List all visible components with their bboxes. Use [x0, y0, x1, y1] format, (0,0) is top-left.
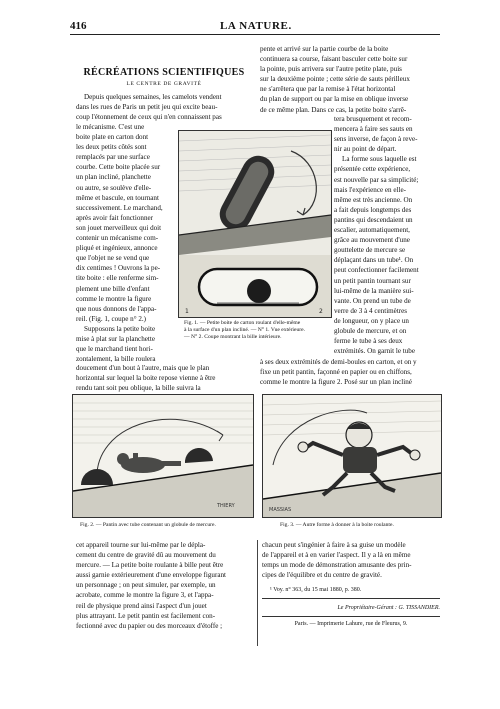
svg-text:2: 2 — [319, 308, 323, 315]
text-line: du plan de support ou par la mise en oblique inverse — [260, 95, 409, 104]
text-line: zontalement, la bille roulera — [76, 355, 156, 364]
figure-2-caption: Fig. 2. — Pantin avec tube contenant un globule de mercure. — [80, 522, 216, 528]
text-line: même et bascule, en tournant — [76, 193, 159, 202]
text-line: reil. (Fig. 1, coupe n° 2.) — [76, 314, 147, 323]
text-line: cet appareil tourne sur lui-même par le dépla- — [76, 541, 206, 549]
text-line: pente et arrivé sur la partie courbe de la boite — [260, 45, 389, 53]
text-line: ne s'arrêtera que par la remise à l'état horizontal — [260, 85, 396, 94]
text-line: dix centimes ! Ouvrons la pe- — [76, 264, 161, 273]
text-line: coup l'étonnement de ceux qui n'en connaissent pas — [76, 113, 222, 122]
text-line: que nous donnons de l'appa- — [76, 304, 157, 313]
text-line: sur la deuxième pointe ; cette série de sauts périlleux — [260, 75, 410, 84]
right-column-narrow — [334, 114, 438, 356]
journal-title: LA NATURE. — [220, 20, 292, 32]
text-line: doucement d'un bout à l'autre, mais que le plan — [76, 364, 210, 372]
imprint-rule — [262, 616, 440, 617]
header-rule — [70, 34, 440, 35]
text-line: mencera à faire ses sauts en — [334, 125, 413, 134]
bottom-left-column — [76, 540, 254, 631]
text-line: est nouvelle par sa simplicité; — [334, 175, 419, 184]
text-line: ou autre, se soulève d'elle- — [76, 183, 152, 192]
text-line: a fait depuis longtemps des — [334, 205, 412, 214]
text-line: présentée cette expérience, — [334, 165, 411, 174]
text-line: sens inverse, de façon à reve- — [334, 135, 418, 144]
text-line: les deux petits côtés sont — [76, 143, 147, 152]
text-line: gouttelette de mercure se — [334, 246, 406, 255]
text-line: verre de 3 à 4 centimètres — [334, 306, 408, 315]
text-line: La forme sous laquelle est — [342, 155, 417, 164]
text-line: comme le montre la figure — [76, 294, 152, 303]
text-line: même est très ancienne. On — [334, 195, 413, 204]
text-line: successivement. Le marchand, — [76, 203, 163, 212]
text-line: escalier, automatiquement, — [334, 226, 410, 235]
text-line: de ce même plan. Dans ce cas, la petite boite s'arrê- — [260, 105, 407, 114]
article-title: RÉCRÉATIONS SCIENTIFIQUES — [83, 67, 245, 78]
page-number: 416 — [70, 20, 87, 32]
text-line: boite plate en carton dont — [76, 133, 149, 142]
text-line: courbe. Cette boite placée sur — [76, 163, 161, 172]
text-line: un plan incliné, planchette — [76, 173, 151, 182]
text-line: après avoir fait fonctionner — [76, 213, 154, 222]
text-line: lui-même de la manière sui- — [334, 286, 414, 295]
box-cross-section — [199, 269, 317, 305]
left-column-narrow — [76, 122, 172, 364]
publisher-signature: Le Propriétaire-Gérant : G. TISSANDIER. — [337, 605, 440, 611]
text-line: horizontal sur lequel la boite repose vienne à être — [76, 374, 216, 383]
text-line: à ses deux extrémités de demi-boules en carton, et on y — [260, 358, 417, 366]
text-line: la pointe, puis arrivera sur l'autre petite plate, puis — [260, 65, 402, 74]
caption-line: Fig. 1. — Petite boite de carton roulant d'elle-même — [184, 320, 301, 326]
text-line: peut confectionner facilement — [334, 266, 419, 275]
text-line: un petit pantin tournant sur — [334, 276, 411, 285]
text-line: continuera sa course, faisant basculer cette boite sur — [260, 55, 408, 64]
text-line: tera brusquement et recom- — [334, 115, 412, 123]
text-line: nir au point de départ. — [334, 145, 397, 154]
text-line: mais l'expérience en elle- — [334, 185, 406, 194]
text-line: temps un mode de démonstration amusante des prin- — [262, 561, 412, 570]
column-divider — [257, 540, 258, 646]
text-line: contenir un mécanisme com- — [76, 234, 159, 243]
figure-1-caption — [184, 320, 328, 341]
text-line: comme le montre la figure 2. Posé sur un plan incliné — [260, 378, 412, 387]
bottom-right-column — [262, 540, 440, 580]
text-line: aussi garnie extérieurement d'une enveloppe figurant — [76, 571, 226, 580]
text-line: tite boite : elle renferme sim- — [76, 274, 159, 283]
text-line: fectionné avec du papier ou des morceaux d'étoffe ; — [76, 621, 223, 630]
text-line: Depuis quelques semaines, les camelots vendent — [84, 93, 222, 101]
text-line: ferme le tube à ses deux — [334, 337, 403, 346]
text-line: que le marchand tient hori- — [76, 345, 153, 354]
caption-line: à la surface d'un plan incliné. — N° 1. Vue extérieure. — [184, 327, 306, 333]
text-line: reil de physique prend ainsi l'aspect d'un jouet — [76, 601, 207, 610]
imprint: Paris. — Imprimerie Lahure, rue de Fleurus, 9. — [294, 621, 408, 627]
text-line: mise à plat sur la planchette — [76, 334, 155, 343]
engraver-signature: THIERY — [217, 503, 235, 509]
text-line: cipes de l'équilibre et du centre de gravité. — [262, 571, 382, 580]
article-subtitle: LE CENTRE DE GRAVITÉ — [126, 81, 202, 87]
left-column-bottom — [76, 363, 254, 393]
text-line: acrobate, comme le montre la figure 3, et l'appa- — [76, 591, 214, 600]
text-line: le mécanisme. C'est une — [76, 123, 145, 131]
text-line: que l'objet ne se vend que — [76, 254, 150, 263]
figure-3-caption: Fig. 3. — Autre forme à donner à la boite roulante. — [280, 522, 394, 528]
text-line: vante. On prend un tube de — [334, 296, 411, 305]
svg-text:1: 1 — [185, 308, 189, 315]
text-line: globule de mercure, et on — [334, 326, 407, 335]
footnote: ¹ Voy. n° 363, du 15 mai 1880, p. 380. — [270, 587, 362, 593]
text-line: Supposons la petite boite — [84, 324, 156, 333]
caption-line: — N° 2. Coupe montrant la bille intérieure. — [184, 334, 282, 340]
engraver-signature: MASSIAS — [269, 507, 292, 513]
text-line: chacun peut s'ingénier à faire à sa guise un modèle — [262, 541, 406, 549]
text-line: un personnage ; on peut simuler, par exemple, un — [76, 581, 216, 590]
left-column-intro — [76, 92, 254, 122]
footnote-rule — [262, 598, 440, 599]
text-line: plus attrayant. Le petit pantin est facilement con- — [76, 611, 216, 620]
text-line: son jouet merveilleux qui doit — [76, 223, 162, 232]
text-line: mercure. — La petite boite roulante à bille peut être — [76, 561, 224, 570]
text-line: rendu tant soit peu oblique, la bille suivra la — [76, 384, 201, 393]
right-column-top — [260, 44, 436, 115]
figure-2-illustration — [72, 394, 254, 518]
text-line: dans les rues de Paris un petit jeu qui excite beau- — [76, 103, 218, 112]
right-column-bottom — [260, 357, 438, 387]
figure-3-illustration — [262, 394, 442, 518]
text-line: déplaçant dans un tube¹. On — [334, 256, 414, 265]
text-line: extrémités. On garnit le tube — [334, 347, 415, 356]
text-line: pantins qui descendaient un — [334, 215, 413, 224]
text-line: de longueur, on y place un — [334, 316, 409, 325]
text-line: cement du centre de gravité dû au mouvement du — [76, 551, 216, 560]
figure-1-illustration — [178, 130, 332, 318]
text-line: fixe un petit pantin, façonné en papier ou en chiffons, — [260, 368, 412, 377]
text-line: remplacés par une surface — [76, 153, 150, 162]
text-line: grâce au mouvement d'une — [334, 236, 410, 245]
text-line: de l'appareil et à en varier l'aspect. Il y a là en même — [262, 551, 411, 560]
text-line: pliqué et ingénieux, annonce — [76, 244, 158, 253]
text-line: plement une bille d'enfant — [76, 284, 150, 293]
